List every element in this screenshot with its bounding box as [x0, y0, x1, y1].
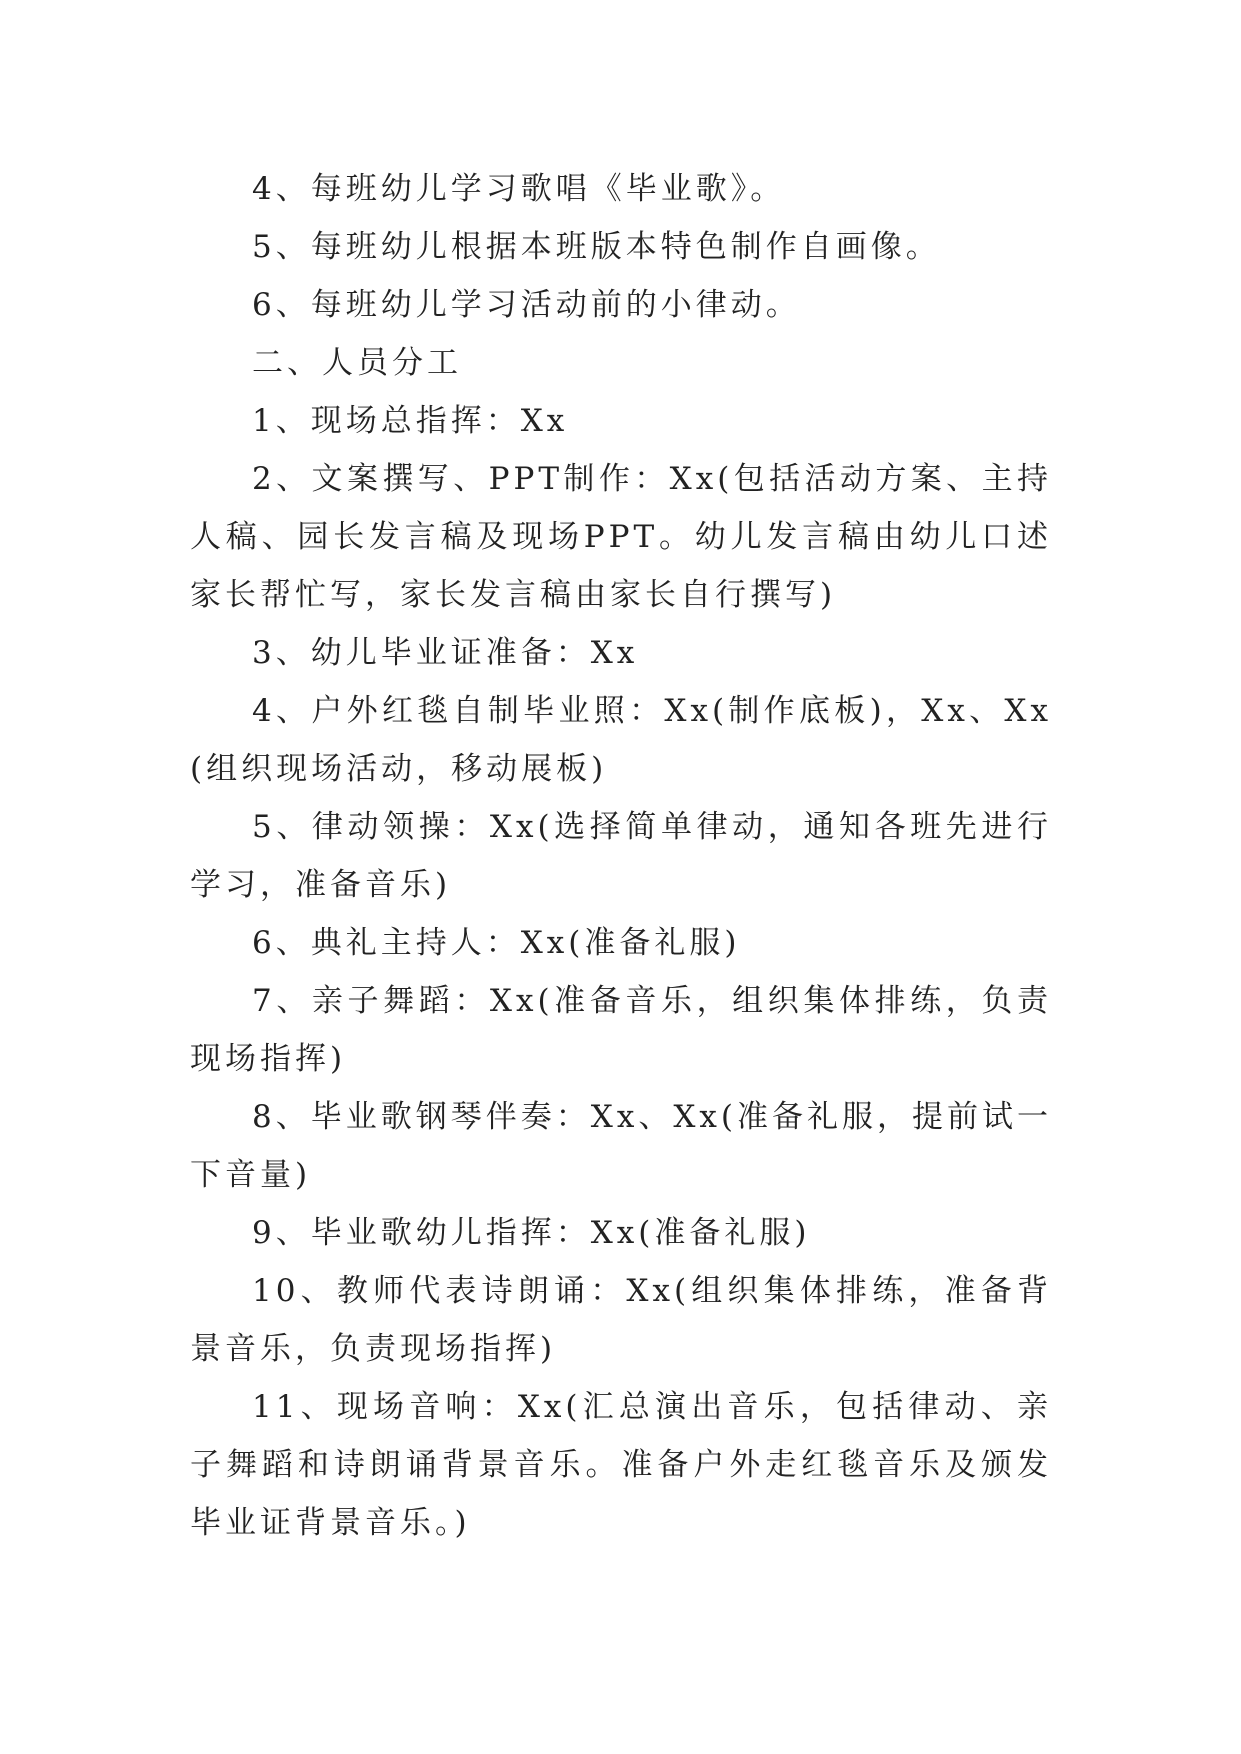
section-heading-staffing: 二、人员分工 — [252, 345, 462, 381]
staff-item-7: 7、亲子舞蹈：Xx(准备音乐，组织集体排练，负责现场指挥) — [190, 983, 1052, 1077]
staff-item-8: 8、毕业歌钢琴伴奏：Xx、Xx(准备礼服，提前试一下音量) — [190, 1099, 1052, 1193]
staff-item-2: 2、文案撰写、PPT制作：Xx(包括活动方案、主持人稿、园长发言稿及现场PPT。幼儿发言稿由幼儿口述家长帮忙写，家长发言稿由家长自行撰写) — [190, 461, 1052, 613]
staff-item-9: 9、毕业歌幼儿指挥：Xx(准备礼服) — [252, 1215, 811, 1251]
staff-item-11: 11、现场音响：Xx(汇总演出音乐，包括律动、亲子舞蹈和诗朗诵背景音乐。准备户外走红毯音乐及颁发毕业证背景音乐。) — [190, 1389, 1052, 1541]
staff-item-1: 1、现场总指挥：Xx — [252, 403, 569, 439]
document-body — [190, 160, 1052, 1552]
staff-item-3: 3、幼儿毕业证准备：Xx — [252, 635, 639, 671]
paragraph-item-6: 6、每班幼儿学习活动前的小律动。 — [252, 287, 801, 323]
staff-item-5: 5、律动领操：Xx(选择简单律动，通知各班先进行学习，准备音乐) — [190, 809, 1052, 903]
staff-item-10: 10、教师代表诗朗诵：Xx(组织集体排练，准备背景音乐，负责现场指挥) — [190, 1273, 1052, 1367]
paragraph-item-4: 4、每班幼儿学习歌唱《毕业歌》。 — [252, 171, 786, 207]
staff-item-4: 4、户外红毯自制毕业照：Xx(制作底板)，Xx、Xx(组织现场活动，移动展板) — [190, 693, 1052, 787]
paragraph-item-5: 5、每班幼儿根据本班版本特色制作自画像。 — [252, 229, 941, 265]
staff-item-6: 6、典礼主持人：Xx(准备礼服) — [252, 925, 741, 961]
